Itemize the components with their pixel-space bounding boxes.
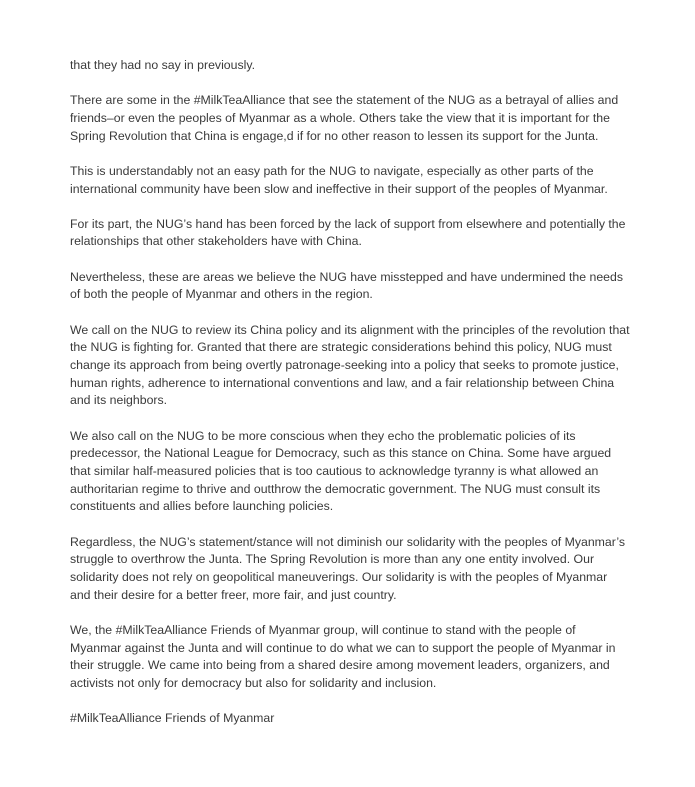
paragraph-misstepped: Nevertheless, these are areas we believe the NUG have misstepped and have undermined the needs of both the people of Myanmar and others in the region. [70, 269, 624, 302]
paragraph-china-policy-call: We call on the NUG to review its China policy and its alignment with the principles of the revolution that the NUG is fighting for. Granted that there are strategic considerations behind this policy, NUG must change its approach from being overtly patronage-seeking into a policy that seeks to promote justice, human rights, adherence to international conventions and law, and a fair relationship between China and its neighbors. [70, 322, 630, 408]
signature: #MilkTeaAlliance Friends of Myanmar [70, 711, 275, 726]
paragraph-commitment: We, the #MilkTeaAlliance Friends of Myanmar group, will continue to stand with the people of Myanmar against the Junta and will continue to do what we can to support the people of Myanmar in their struggle. We came into being from a shared desire among movement leaders, organizers, and activists not only for democracy but also for solidarity and inclusion. [70, 622, 616, 690]
paragraph-nld-policies-call: We also call on the NUG to be more conscious when they echo the problematic policies of its predecessor, the National League for Democracy, such as this stance on China. Some have argued that similar half-measured policies that is too cautious to acknowledge tyranny is what allowed an authoritarian regime to thrive and outthrow the democratic government. The NUG must consult its constituents and allies before launching policies. [70, 428, 612, 514]
paragraph-continuation: that they had no say in previously. [70, 58, 256, 72]
paragraph-difficult-path: This is understandably not an easy path for the NUG to navigate, especially as other parts of the international community have been slow and ineffective in their support of the peoples of Myanmar. [70, 163, 608, 196]
document-body [70, 57, 630, 728]
paragraph-betrayal-view: There are some in the #MilkTeaAlliance that see the statement of the NUG as a betrayal of allies and friends–or even the peoples of Myanmar as a whole. Others take the view that it is important for the Spring Revolution that China is engage,d if for no other reason to lessen its support for the Junta. [70, 93, 619, 143]
paragraph-solidarity: Regardless, the NUG’s statement/stance will not diminish our solidarity with the peoples of Myanmar’s struggle to overthrow the Junta. The Spring Revolution is more than any one entity involved. Our solidarity does not rely on geopolitical maneuverings. Our solidarity is with the peoples of Myanmar and their desire for a better freer, more fair, and just country. [70, 534, 625, 602]
paragraph-forced-hand: For its part, the NUG’s hand has been forced by the lack of support from elsewhere and potentially the relationships that other stakeholders have with China. [70, 216, 626, 249]
